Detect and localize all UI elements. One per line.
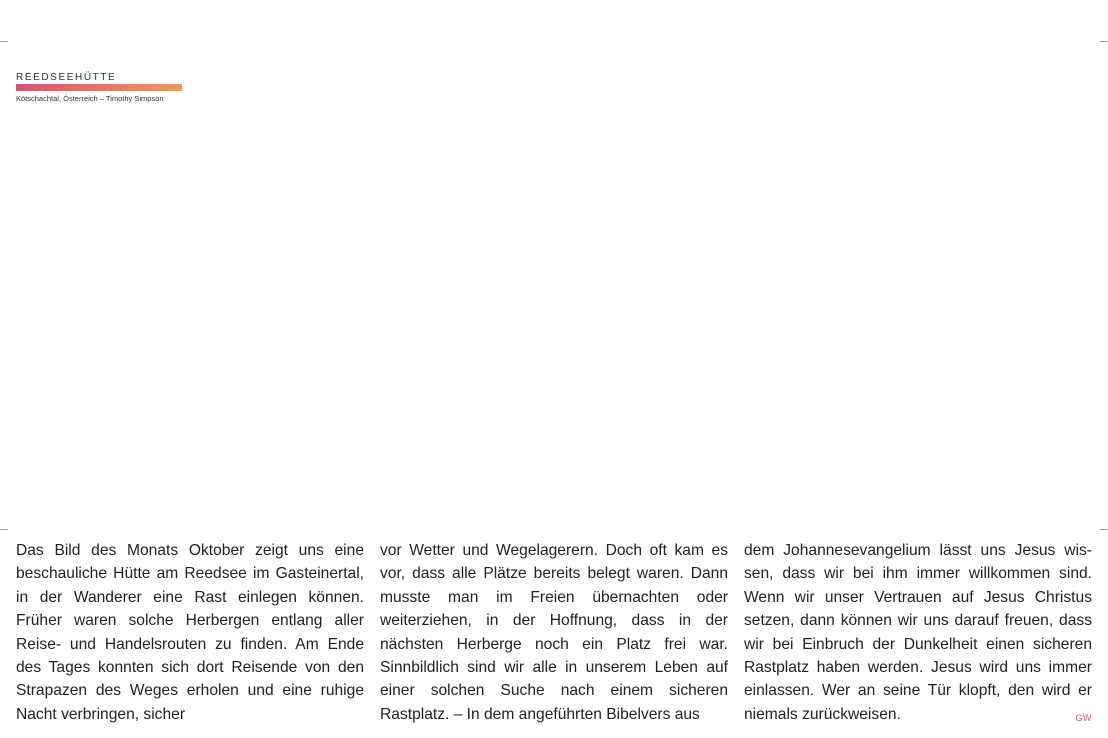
crop-mark-bottom-left [0,529,8,530]
image-caption-header [16,72,182,104]
text-column-1 [16,539,364,726]
caption-accent-bar [16,84,182,91]
body-text-columns [16,539,1092,726]
column-1-text: Das Bild des Monats Oktober zeigt uns eine beschauliche Hütte am Reedsee im Gasteinertal, in der Wanderer eine Rast einlegen können. Früher waren solche Herbergen entlang aller Reise- und Handelsrouten zu finden. Am Ende des Tages konnten sich dort Reisende von den Strapazen des Weges erholen und eine ruhige Nacht verbringen, sicher [16,542,364,723]
caption-title: REEDSEEHÜTTE [16,72,117,83]
column-3-text: dem Johannesevangelium lässt uns Jesus wissen, dass wir bei ihm immer willkommen sind. Wenn wir unser Vertrauen auf Jesus Christus setzen, dann können wir uns darauf freuen, dass wir bei Einbruch der Dunkelheit einen sicheren Rastplatz haben werden. Jesus wird uns immer einlassen. Wer an seine Tür klopft, den wird er niemals zurückweisen. [744,542,1092,723]
caption-location-credit: Kötschachtal, Österreich – Timothy Simpson [16,94,164,103]
text-column-2 [380,539,728,726]
crop-mark-top-right [1100,41,1108,42]
column-2-text: vor Wetter und Wegelagerern. Doch oft kam es vor, dass alle Plätze bereits belegt waren. Dann musste man im Freien übernachten oder weiterziehen, in der Hoffnung, dass in der nächsten Herberge noch ein Platz frei war. Sinnbildlich sind wir alle in unserem Leben auf einer solchen Suche nach einem sicheren Rastplatz. – In dem angeführten Bibelvers aus [380,542,728,723]
text-column-3 [744,539,1092,726]
crop-mark-top-left [0,41,8,42]
author-initials: GW [1075,713,1092,723]
crop-mark-bottom-right [1100,529,1108,530]
